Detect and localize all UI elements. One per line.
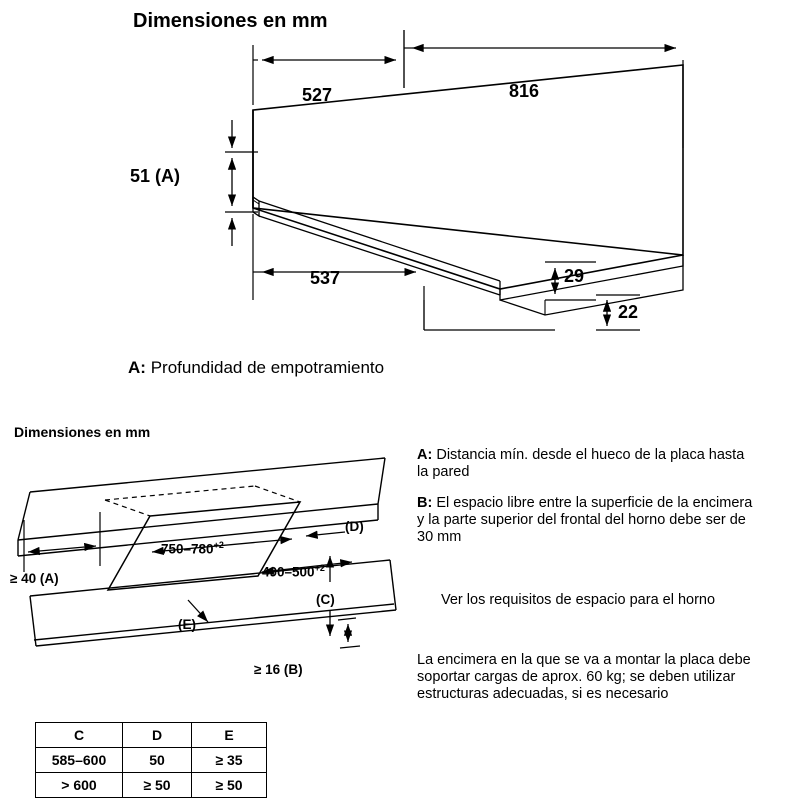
table-row — [36, 773, 267, 798]
note-B-text: El espacio libre entre la superficie de la encimera y la parte superior del frontal del horno debe ser de 30 mm — [417, 495, 753, 546]
note-B — [417, 495, 757, 546]
measure-wall-distance: ≥ 40 (A) — [10, 571, 59, 586]
label-E: (E) — [178, 617, 196, 632]
table-cell-e-1: ≥ 35 — [192, 748, 267, 773]
bottom-section-title: Dimensiones en mm — [14, 424, 151, 440]
cutout-depth-tolerance: +2 — [314, 563, 325, 573]
measure-816: 816 — [509, 81, 540, 101]
table-header-d: D — [123, 723, 192, 748]
measure-29: 29 — [564, 266, 585, 286]
table-cell-c-1: 585–600 — [36, 748, 123, 773]
table-cell-d-1: 50 — [123, 748, 192, 773]
measure-537: 537 — [310, 268, 341, 288]
note-A-key: A: — [417, 447, 433, 463]
label-C: (C) — [316, 592, 335, 607]
label-D: (D) — [345, 519, 364, 534]
measure-51-A: 51 (A) — [130, 166, 181, 186]
cutout-width-tolerance: +2 — [213, 540, 224, 550]
note-B-key: B: — [417, 495, 433, 511]
table-cell-d-2: ≥ 50 — [123, 773, 192, 798]
note-A-text: Distancia mín. desde el hueco de la placa hasta la pared — [417, 447, 745, 481]
recess-depth-caption-key: A: — [128, 358, 146, 377]
note-oven-space: Ver los requisitos de espacio para el horno — [441, 592, 716, 608]
dimensions-table — [35, 722, 267, 798]
measure-22: 22 — [618, 302, 639, 322]
table-header-c: C — [36, 723, 123, 748]
measure-527: 527 — [302, 85, 333, 105]
note-A — [417, 447, 747, 481]
table-cell-e-2: ≥ 50 — [192, 773, 267, 798]
table-header-e: E — [192, 723, 267, 748]
measure-cutout-width: $750-780^{+2}$ — [161, 540, 224, 557]
table-cell-c-2: > 600 — [36, 773, 123, 798]
top-section-title: Dimensiones en mm — [133, 10, 328, 32]
measure-cutout-depth: $490-500^{+2}$ — [262, 563, 325, 580]
note-load-capacity: La encimera en la que se va a montar la placa debe soportar cargas de aprox. 60 kg; se deben utilizar estructuras adecuadas, si es necesario — [417, 652, 751, 703]
measure-front-gap: ≥ 16 (B) — [254, 662, 303, 677]
table-header-row — [36, 723, 267, 748]
recess-depth-caption-text: Profundidad de empotramiento — [150, 358, 385, 377]
table-row — [36, 748, 267, 773]
